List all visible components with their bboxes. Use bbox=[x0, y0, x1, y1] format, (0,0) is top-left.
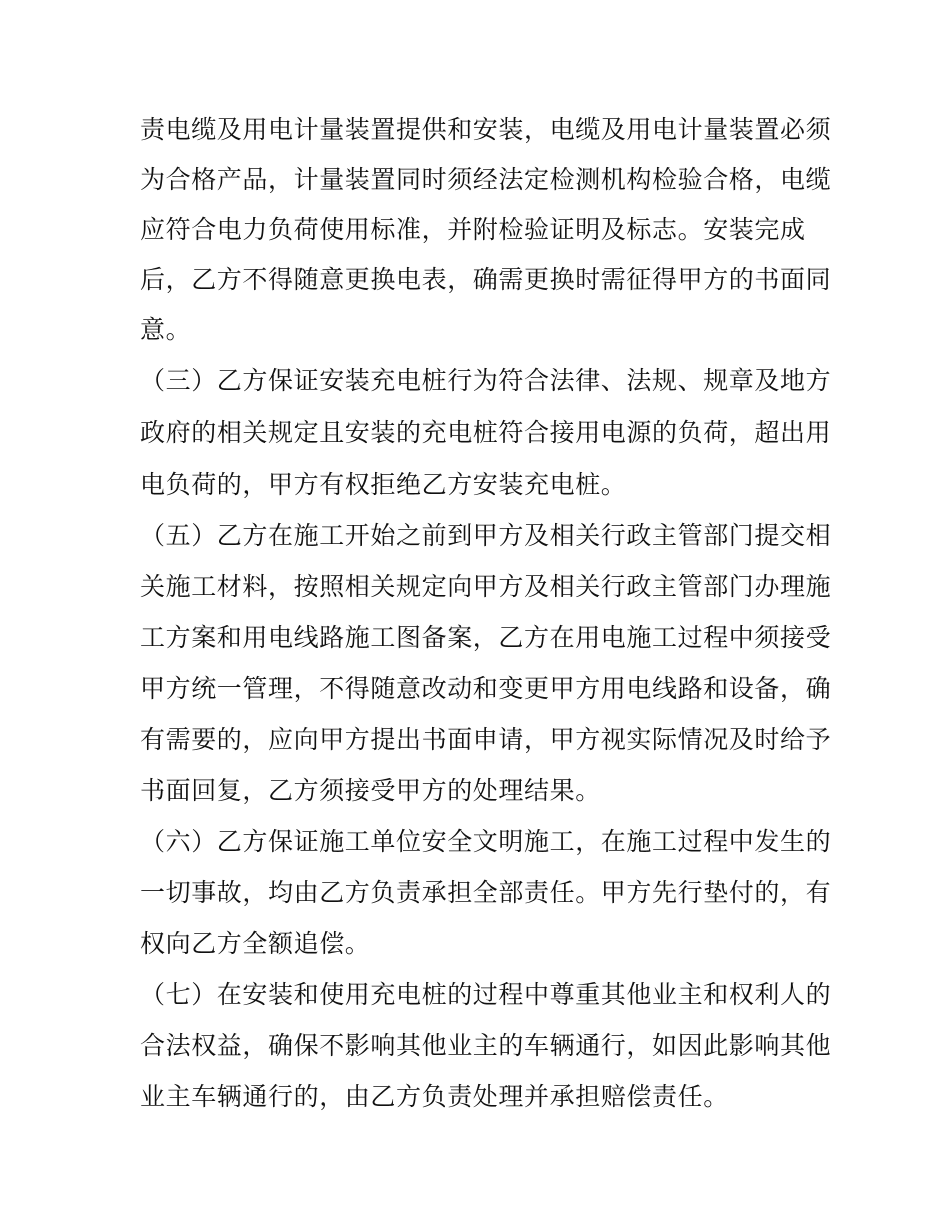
text-line: 关施工材料，按照相关规定向甲方及相关行政主管部门办理施 bbox=[140, 572, 832, 601]
text-line: 为合格产品，计量装置同时须经法定检测机构检验合格，电缆 bbox=[140, 165, 832, 194]
text-line: （三）乙方保证安装充电桩行为符合法律、法规、规章及地方 bbox=[140, 366, 832, 395]
text-line: 合法权益，确保不影响其他业主的车辆通行，如因此影响其他 bbox=[140, 1031, 832, 1060]
text-line: （五）乙方在施工开始之前到甲方及相关行政主管部门提交相 bbox=[140, 521, 832, 550]
text-line: （七）在安装和使用充电桩的过程中尊重其他业主和权利人的 bbox=[140, 980, 832, 1009]
text-line: 一切事故，均由乙方负责承担全部责任。甲方先行垫付的，有 bbox=[140, 878, 832, 907]
text-line: 意。 bbox=[140, 315, 192, 344]
text-line: 后，乙方不得随意更换电表，确需更换时需征得甲方的书面同 bbox=[140, 265, 832, 294]
text-line: 有需要的，应向甲方提出书面申请，甲方视实际情况及时给予 bbox=[140, 725, 832, 754]
text-line: 政府的相关规定且安装的充电桩符合接用电源的负荷，超出用 bbox=[140, 418, 832, 447]
text-line: 电负荷的，甲方有权拒绝乙方安装充电桩。 bbox=[140, 470, 627, 499]
text-line: 责电缆及用电计量装置提供和安装，电缆及用电计量装置必须 bbox=[140, 115, 832, 144]
text-line: 应符合电力负荷使用标准，并附检验证明及标志。安装完成 bbox=[140, 215, 806, 244]
text-line: 书面回复，乙方须接受甲方的处理结果。 bbox=[140, 776, 601, 805]
text-line: 甲方统一管理，不得随意改动和变更甲方用电线路和设备，确 bbox=[140, 674, 832, 703]
text-line: 业主车辆通行的，由乙方负责处理并承担赔偿责任。 bbox=[140, 1082, 729, 1111]
text-line: 权向乙方全额追偿。 bbox=[140, 929, 371, 958]
text-line: 工方案和用电线路施工图备案，乙方在用电施工过程中须接受 bbox=[140, 623, 832, 652]
text-line: （六）乙方保证施工单位安全文明施工，在施工过程中发生的 bbox=[140, 827, 832, 856]
